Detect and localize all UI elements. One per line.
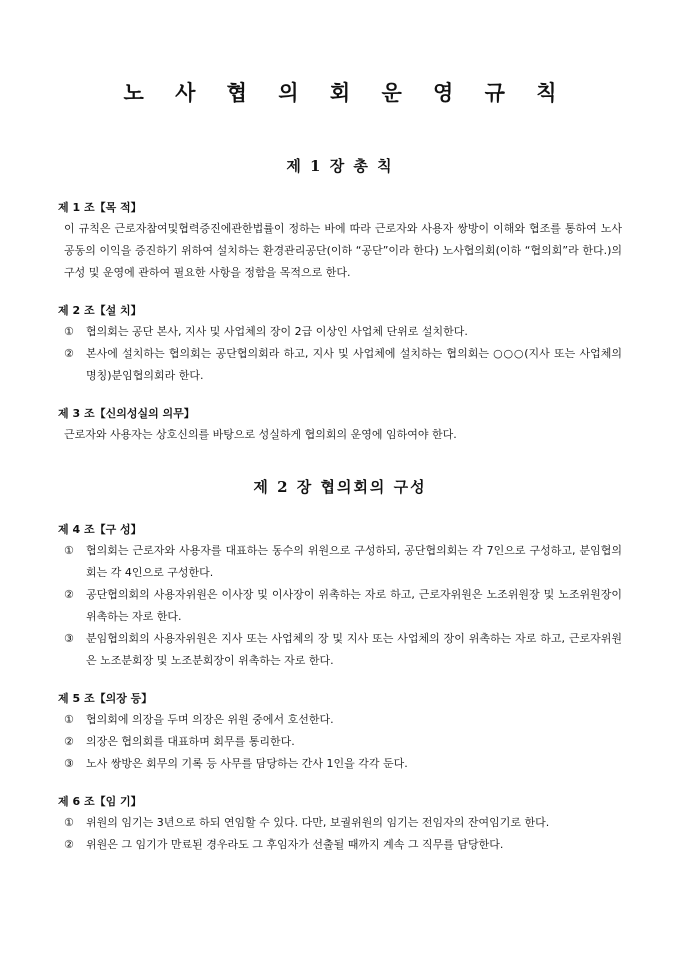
clause-text: 노사 쌍방은 회무의 기록 등 사무를 담당하는 간사 1인을 각각 둔다.	[86, 757, 408, 770]
clause-text: 분임협의회의 사용자위원은 지사 또는 사업체의 장 및 지사 또는 사업체의 장이 위촉하는 자로 하고, 근로자위원은 노조분회장 및 노조분회장이 위촉하는 자로 한다.	[86, 632, 622, 667]
clause-number: ③	[64, 757, 74, 770]
clause-number: ②	[64, 347, 74, 360]
article-heading: 제 4 조【구 성】	[58, 523, 142, 536]
document-title: 노 사 협 의 회 운 영 규 칙	[123, 80, 569, 105]
clause-number: ②	[64, 735, 74, 748]
chapter-heading: 제 1 장 총 칙	[286, 157, 394, 175]
clause	[58, 834, 622, 856]
clause	[58, 321, 622, 343]
article-heading: 제 6 조【임 기】	[58, 795, 142, 808]
clause-number: ③	[64, 632, 74, 645]
clause-text: 협의회는 공단 본사, 지사 및 사업체의 장이 2급 이상인 사업체 단위로 설치한다.	[86, 325, 468, 338]
article-2	[58, 301, 622, 387]
clause-text: 의장은 협의회를 대표하며 회무를 통리한다.	[86, 735, 295, 748]
article-6	[58, 792, 622, 856]
article-heading: 제 2 조【설 치】	[58, 304, 142, 317]
clause-text: 위원은 그 임기가 만료된 경우라도 그 후임자가 선출될 때까지 계속 그 직무를 담당한다.	[86, 838, 504, 851]
article-5	[58, 689, 622, 775]
clause	[58, 753, 622, 775]
clause-number: ①	[64, 713, 74, 726]
article-body: 근로자와 사용자는 상호신의를 바탕으로 성실하게 협의회의 운영에 임하여야 한다.	[64, 428, 457, 441]
chapter-heading: 제 2 장 협의회의 구성	[253, 478, 427, 496]
clause-number: ①	[64, 544, 74, 557]
clause-text: 공단협의회의 사용자위원은 이사장 및 이사장이 위촉하는 자로 하고, 근로자위원은 노조위원장 및 노조위원장이 위촉하는 자로 한다.	[86, 588, 622, 623]
clause-text: 위원의 임기는 3년으로 하되 연임할 수 있다. 다만, 보궐위원의 임기는 전임자의 잔여임기로 한다.	[86, 816, 550, 829]
clause	[58, 709, 622, 731]
clause	[58, 540, 622, 584]
clause-number: ②	[64, 838, 74, 851]
clause-text: 협의회에 의장을 두며 의장은 위원 중에서 호선한다.	[86, 713, 334, 726]
article-1	[58, 198, 622, 284]
article-4	[58, 520, 622, 672]
clause-number: ②	[64, 588, 74, 601]
clause-text: 협의회는 근로자와 사용자를 대표하는 동수의 위원으로 구성하되, 공단협의회는 각 7인으로 구성하고, 분임협의회는 각 4인으로 구성한다.	[86, 544, 622, 579]
clause	[58, 628, 622, 672]
clause-number: ①	[64, 816, 74, 829]
article-body: 이 규칙은 근로자참여및협력증진에관한법률이 정하는 바에 따라 근로자와 사용자 쌍방이 이해와 협조를 통하여 노사공동의 이익을 증진하기 위하여 설치하는 환경관리공단(이하 “공단”이라 한다) 노사협의회(이하 “협의회”라 한다.)의 구성 및 운영에 관하여 필요한 사항을 정함을 목적으로 한다.	[64, 222, 622, 279]
clause	[58, 584, 622, 628]
article-3	[58, 404, 622, 446]
clause	[58, 343, 622, 387]
article-heading: 제 3 조【신의성실의 의무】	[58, 407, 195, 420]
article-heading: 제 1 조【목 적】	[58, 201, 142, 214]
clause-text: 본사에 설치하는 협의회는 공단협의회라 하고, 지사 및 사업체에 설치하는 협의회는 ○○○(지사 또는 사업체의 명칭)분임협의회라 한다.	[86, 347, 622, 382]
clause	[58, 731, 622, 753]
article-heading: 제 5 조【의장 등】	[58, 692, 153, 705]
clause	[58, 812, 622, 834]
clause-number: ①	[64, 325, 74, 338]
